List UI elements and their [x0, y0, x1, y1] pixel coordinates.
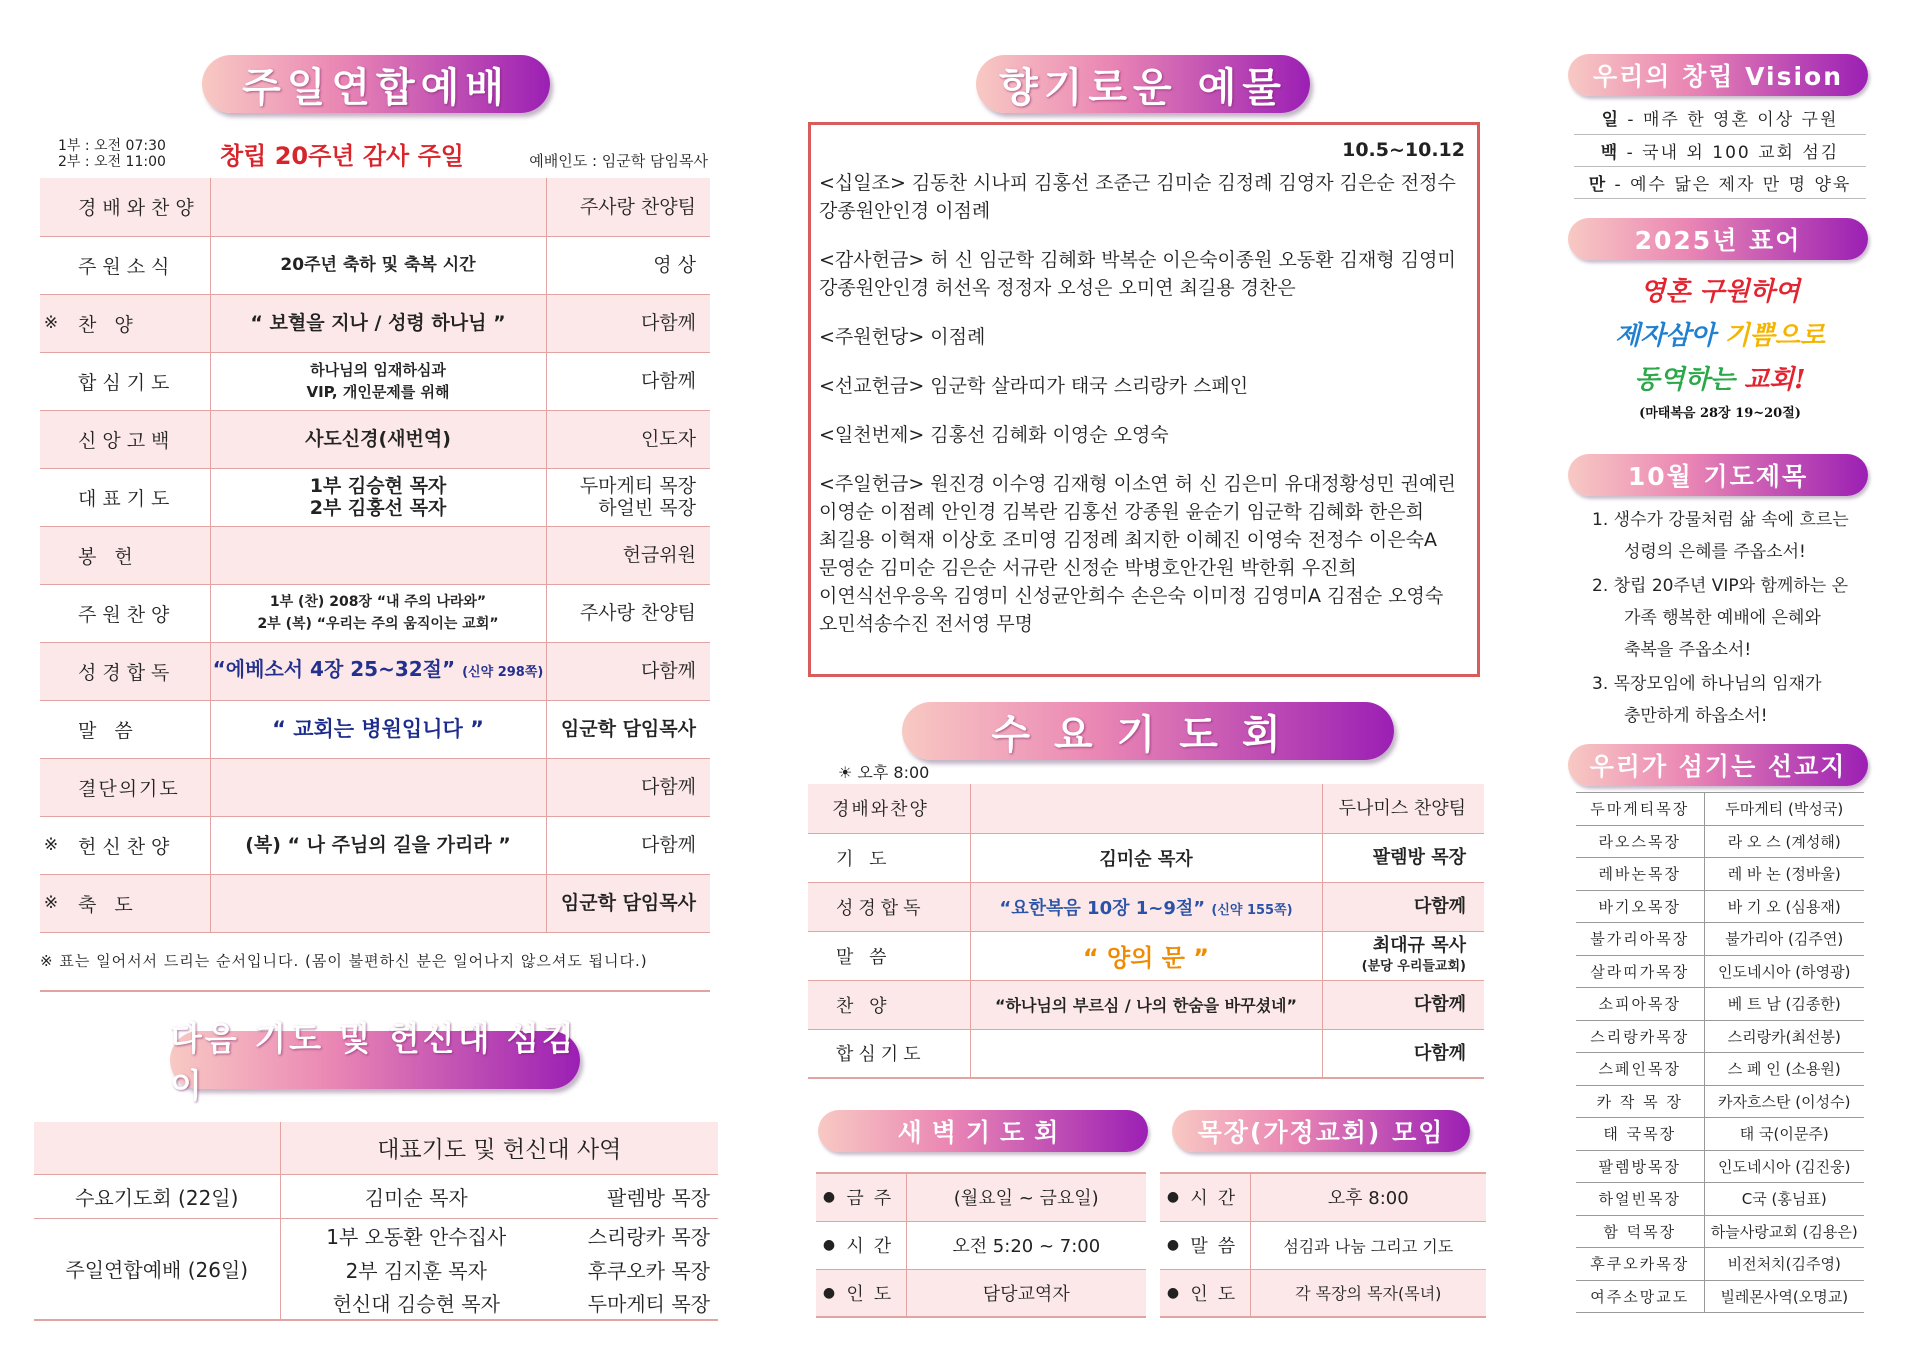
vision-key: 일	[1601, 110, 1621, 131]
mission-field: 불가리아 (김주연)	[1704, 923, 1864, 956]
wednesday-time: ☀ 오후 8:00	[838, 763, 930, 782]
order-row	[40, 468, 710, 526]
order-item-leader: 팔렘방 목장	[1322, 833, 1484, 882]
sunday-label: 주일연합예배 (26일)	[34, 1218, 280, 1320]
order-item-detail-line2: 2부 (복) “우리는 주의 움직이는 교회”	[257, 616, 499, 632]
vision-row	[1574, 166, 1866, 198]
mission-row	[1576, 1215, 1864, 1248]
mission-group: 팔렘방목장	[1576, 1150, 1704, 1183]
order-item-detail-line1: 1부 (찬) 208장 “내 주의 나라와”	[269, 594, 487, 610]
mission-field: 두마게티 (박성국)	[1704, 793, 1864, 826]
order-row	[40, 874, 710, 932]
order-item-leader: 다함께	[546, 294, 710, 352]
motto-reference: (마태복음 28장 19~20절)	[1639, 406, 1801, 421]
offering-thousand: <일천번제> 김홍선 김혜화 이영순 오영숙	[819, 424, 1169, 446]
mission-field: 하늘사랑교회 (김용은)	[1704, 1215, 1864, 1248]
mission-row	[1576, 890, 1864, 923]
sermon-title: “ 양의 문 ”	[970, 931, 1322, 980]
offering-sunday: <주일헌금> 원진경 이수영 김재형 이소연 허 신 김은미 유대정황성민 권예린 이영순 이점례 안인경 김복란 김홍선 강종원 윤순기 임군학 김혜화 한은희 최길용 이혁재 이상호 조미영 김정례 최지한 이혜진 이영숙 전정수 이은숙A 문영순 김미순 김은순 서규란 신정순 박병호안간원 박한휘 우진희 이연식선우응옥 김영미 신성균안희수 손은숙 이미정 김영미A 김점순 오영숙 오민석송수진 전서영 무명	[819, 473, 1456, 635]
mission-group: 스리랑카목장	[1576, 1020, 1704, 1053]
mission-field: 태 국(이문주)	[1704, 1118, 1864, 1151]
motto-line-3	[1572, 358, 1868, 402]
vision-key: 만	[1588, 174, 1608, 195]
mission-field: C국 (홍님표)	[1704, 1183, 1864, 1216]
order-item-leader: 두나미스 찬양팀	[1322, 784, 1484, 833]
offering-mission: <선교헌금> 임군학 살라띠가 태국 스리랑카 스페인	[819, 375, 1249, 397]
server-person: 헌신대 김승현 목자	[280, 1286, 552, 1320]
order-item-leader	[1322, 931, 1484, 980]
order-item-detail-line2: VIP, 개인문제를 위해	[306, 383, 450, 401]
order-item-detail-line2: 2부 김홍선 목자	[309, 497, 447, 519]
order-row	[40, 236, 710, 294]
bullet-icon: ●	[1160, 1221, 1186, 1269]
order-item-name: 신앙고백	[62, 410, 210, 468]
table-row	[816, 1221, 1146, 1269]
vision-text: - 매주 한 영혼 이상 구원	[1620, 110, 1839, 131]
mission-row	[1576, 1183, 1864, 1216]
order-row	[40, 178, 710, 236]
order-row	[808, 931, 1484, 980]
order-item-detail-line1: 하나님의 임재하심과	[310, 361, 446, 379]
order-row	[40, 758, 710, 816]
order-item-detail	[210, 526, 546, 584]
bullet-icon: ●	[1160, 1173, 1186, 1221]
cell-meeting-table	[1160, 1172, 1486, 1318]
vision-text: - 예수 닮은 제자 만 명 양육	[1607, 174, 1852, 195]
order-item-detail	[210, 642, 546, 700]
server-person: 1부 오동환 안수집사	[326, 1224, 507, 1249]
motto	[1572, 270, 1868, 426]
order-item-detail	[210, 352, 546, 410]
order-item-leader: 다함께	[546, 352, 710, 410]
special-service-title: 창립 20주년 감사 주일	[220, 142, 464, 170]
order-item-name: 성경합독	[808, 882, 970, 931]
server-group: 후쿠오카 목장	[587, 1258, 710, 1283]
order-item-detail	[970, 1029, 1322, 1078]
order-item-detail	[970, 784, 1322, 833]
prayer-topic: 2. 창립 20주년 VIP와 함께하는 온 가족 행복한 예배에 은혜와 축복을 주옵소서!	[1592, 576, 1848, 660]
order-item-leader	[546, 468, 710, 526]
order-item-name: 봉 헌	[62, 526, 210, 584]
mission-group: 두마게티목장	[1576, 793, 1704, 826]
wednesday-label: 수요기도회 (22일)	[34, 1174, 280, 1218]
order-row	[808, 833, 1484, 882]
mission-field: 스 페 인 (소용원)	[1704, 1053, 1864, 1086]
mission-title: 우리가 섬기는 선교지	[1568, 744, 1868, 786]
service-time-2: 2부 : 오전 11:00	[58, 154, 166, 170]
server-group: 스리랑카 목장	[587, 1224, 710, 1249]
mission-group: 레바논목장	[1576, 858, 1704, 891]
stand-mark	[40, 352, 62, 410]
stand-mark	[40, 410, 62, 468]
motto-line-1: 영혼 구원하여	[1640, 277, 1800, 307]
order-item-detail: (복) “ 나 주님의 길을 가리라 ”	[210, 816, 546, 874]
mission-row	[1576, 858, 1864, 891]
order-row	[808, 1029, 1484, 1078]
order-item-leader: 다함께	[1322, 980, 1484, 1029]
order-row	[808, 882, 1484, 931]
order-item-name: 대표기도	[62, 468, 210, 526]
row-label: 시간	[842, 1221, 906, 1269]
offering-building: <주원헌당> 이점례	[819, 326, 986, 348]
order-item-detail	[210, 468, 546, 526]
mission-group: 소피아목장	[1576, 988, 1704, 1021]
service-leader: 예배인도 : 임군학 담임목사	[529, 152, 708, 170]
mission-row	[1576, 1280, 1864, 1313]
mission-row	[1576, 1053, 1864, 1086]
vision-row	[1574, 134, 1866, 166]
order-item-detail: “하나님의 부르심 / 나의 한숨을 바꾸셨네”	[970, 980, 1322, 1029]
mission-group: 살라띠가목장	[1576, 955, 1704, 988]
mission-field: 비전처치(김주영)	[1704, 1248, 1864, 1281]
mission-group: 바기오목장	[1576, 890, 1704, 923]
mission-row	[1576, 1118, 1864, 1151]
table-row	[34, 1174, 718, 1218]
order-item-name: 말 씀	[62, 700, 210, 758]
order-item-name: 성경합독	[62, 642, 210, 700]
vision-item	[1574, 166, 1866, 198]
mission-row	[1576, 825, 1864, 858]
mission-field: 인도네시아 (김진웅)	[1704, 1150, 1864, 1183]
row-label: 금주	[842, 1173, 906, 1221]
mission-group: 후쿠오카목장	[1576, 1248, 1704, 1281]
order-item-leader-line1: 두마게티 목장	[579, 475, 696, 497]
order-row	[808, 980, 1484, 1029]
order-row	[808, 784, 1484, 833]
order-item-name: 경배와찬양	[62, 178, 210, 236]
cell-meeting-title: 목장(가정교회) 모임	[1172, 1110, 1470, 1152]
order-item-detail-line1: 1부 김승현 목자	[309, 475, 447, 497]
offering-title: 향기로운 예물	[976, 55, 1310, 113]
bullet-icon: ●	[816, 1173, 842, 1221]
preacher-church: (분당 우리들교회)	[1361, 958, 1466, 974]
motto-line-3-part-2: 교회!	[1743, 365, 1806, 395]
row-label: 인도	[842, 1269, 906, 1317]
bullet-icon: ●	[1160, 1269, 1186, 1317]
row-label: 시간	[1186, 1173, 1250, 1221]
order-item-detail	[210, 178, 546, 236]
order-item-name: 주원찬양	[62, 584, 210, 642]
order-row	[40, 642, 710, 700]
table-row	[1160, 1173, 1486, 1221]
row-label: 인도	[1186, 1269, 1250, 1317]
row-value: 오후 8:00	[1250, 1173, 1486, 1221]
stand-mark	[40, 236, 62, 294]
wednesday-order-table	[808, 784, 1484, 1079]
vision-item	[1574, 134, 1866, 166]
order-item-leader: 다함께	[1322, 882, 1484, 931]
order-of-service-table	[40, 178, 710, 933]
table-row	[1160, 1221, 1486, 1269]
order-row	[40, 816, 710, 874]
order-item-leader: 인도자	[546, 410, 710, 468]
motto-title: 2025년 표어	[1568, 218, 1868, 260]
stand-mark	[40, 758, 62, 816]
prayer-topics-title: 10월 기도제목	[1568, 454, 1868, 496]
mission-field: 바 기 오 (심용재)	[1704, 890, 1864, 923]
mission-field: 레 바 논 (정바울)	[1704, 858, 1864, 891]
row-value: (월요일 ~ 금요일)	[906, 1173, 1146, 1221]
scripture-page: (신약 155쪽)	[1211, 902, 1293, 918]
stand-mark	[40, 178, 62, 236]
mission-row	[1576, 1085, 1864, 1118]
order-item-detail	[210, 584, 546, 642]
order-item-leader-line2: 하얼빈 목장	[598, 497, 696, 519]
offering-thanks: <감사헌금> 허 신 임군학 김혜화 박복순 이은숙이종원 오동환 김재형 김영미 강종원안인경 허선옥 정정자 오성은 오미연 최길용 경찬은	[819, 249, 1456, 299]
order-item-name: 축 도	[62, 874, 210, 932]
mission-row	[1576, 988, 1864, 1021]
bullet-icon: ●	[816, 1221, 842, 1269]
order-item-detail: 김미순 목자	[970, 833, 1322, 882]
vision-key: 백	[1600, 142, 1620, 163]
stand-mark	[40, 584, 62, 642]
prayer-topic: 1. 생수가 강물처럼 삶 속에 흐르는 성령의 은혜를 주옵소서!	[1592, 510, 1849, 562]
server-group: 팔렘방 목장	[552, 1174, 718, 1218]
order-item-name: 결단의기도	[62, 758, 210, 816]
order-row	[40, 700, 710, 758]
mission-row	[1576, 1150, 1864, 1183]
mission-field: 라 오 스 (계성해)	[1704, 825, 1864, 858]
divider	[40, 990, 710, 992]
order-item-leader: 헌금위원	[546, 526, 710, 584]
order-item-name: 경배와찬양	[808, 784, 970, 833]
mission-row	[1576, 1020, 1864, 1053]
order-item-detail	[210, 874, 546, 932]
mission-group: 여주소망교도	[1576, 1280, 1704, 1313]
offering-box	[808, 122, 1480, 677]
mission-field: 베 트 남 (김종한)	[1704, 988, 1864, 1021]
next-servers-header-row	[34, 1122, 718, 1174]
mission-group: 라오스목장	[1576, 825, 1704, 858]
mission-field: 스리랑카(최선봉)	[1704, 1020, 1864, 1053]
stand-mark	[40, 700, 62, 758]
order-item-leader: 주사랑 찬양팀	[546, 178, 710, 236]
mission-table	[1576, 792, 1864, 1313]
order-item-name: 합심기도	[62, 352, 210, 410]
order-item-detail	[210, 758, 546, 816]
mission-group: 태 국목장	[1576, 1118, 1704, 1151]
next-servers-title: 다음 기도 및 헌신대 섬김이	[170, 1031, 580, 1089]
mission-row	[1576, 955, 1864, 988]
order-row	[40, 294, 710, 352]
row-value: 각 목장의 목자(목녀)	[1250, 1269, 1486, 1317]
order-item-name: 합심기도	[808, 1029, 970, 1078]
stand-mark: ※	[40, 294, 62, 352]
service-times	[58, 138, 166, 170]
sunday-service-title: 주일연합예배	[202, 55, 550, 113]
server-person: 2부 김지훈 목자	[345, 1258, 487, 1283]
order-item-name: 기 도	[808, 833, 970, 882]
order-item-leader: 다함께	[546, 816, 710, 874]
sermon-title: “ 교회는 병원입니다 ”	[210, 700, 546, 758]
order-item-name: 헌신찬양	[62, 816, 210, 874]
vision-text: - 국내 외 100 교회 섬김	[1619, 142, 1840, 163]
next-servers-table	[34, 1122, 718, 1321]
mission-row	[1576, 1248, 1864, 1281]
row-value: 오전 5:20 ~ 7:00	[906, 1221, 1146, 1269]
order-item-name: 찬 양	[62, 294, 210, 352]
server-person: 김미순 목자	[280, 1174, 552, 1218]
order-item-name: 주원소식	[62, 236, 210, 294]
order-item-leader: 다함께	[546, 642, 710, 700]
mission-group: 함 덕목장	[1576, 1215, 1704, 1248]
mission-field: 인도네시아 (하영광)	[1704, 955, 1864, 988]
table-row	[34, 1218, 718, 1252]
order-item-detail	[970, 882, 1322, 931]
standing-note: ※ 표는 일어서서 드리는 순서입니다. (몸이 불편하신 분은 일어나지 않으셔도 됩니다.)	[40, 952, 648, 970]
motto-line-2	[1572, 314, 1868, 358]
order-item-detail: “ 보혈을 지나 / 성령 하나님 ”	[210, 294, 546, 352]
scripture-page: (신약 298쪽)	[462, 665, 544, 680]
stand-mark: ※	[40, 816, 62, 874]
order-item-name: 찬 양	[808, 980, 970, 1029]
mission-row	[1576, 923, 1864, 956]
wednesday-prayer-title: 수요기도회	[902, 702, 1394, 760]
order-item-leader: 주사랑 찬양팀	[546, 584, 710, 642]
mission-group: 불가리아목장	[1576, 923, 1704, 956]
vision-row	[1574, 102, 1866, 134]
service-header	[58, 134, 708, 178]
motto-line-2-part-1: 제자삼아	[1615, 321, 1725, 351]
offering-tithe: <십일조> 김동찬 시나피 김홍선 조준근 김미순 김정례 김영자 김은순 전정수 강종원안인경 이점례	[819, 172, 1456, 222]
row-label: 말씀	[1186, 1221, 1250, 1269]
vision-item	[1574, 102, 1866, 134]
offering-date-range: 10.5~10.12	[1342, 139, 1465, 161]
mission-field: 빌레몬사역(오명교)	[1704, 1280, 1864, 1313]
vision-title: 우리의 창립 Vision	[1568, 54, 1868, 96]
prayer-topic: 3. 목장모임에 하나님의 임재가 충만하게 하옵소서!	[1592, 674, 1822, 726]
row-value: 섬김과 나눔 그리고 기도	[1250, 1221, 1486, 1269]
bullet-icon: ●	[816, 1269, 842, 1317]
order-item-leader: 다함께	[1322, 1029, 1484, 1078]
order-item-leader: 임군학 담임목사	[546, 874, 710, 932]
order-row	[40, 352, 710, 410]
mission-group: 하얼빈목장	[1576, 1183, 1704, 1216]
order-item-detail: 사도신경(새번역)	[210, 410, 546, 468]
order-item-name: 말 씀	[808, 931, 970, 980]
order-item-leader: 임군학 담임목사	[546, 700, 710, 758]
prayer-topics-list	[1592, 504, 1860, 734]
preacher-name: 최대규 목사	[1372, 934, 1466, 956]
motto-line-2-part-2: 기쁨으로	[1724, 321, 1825, 351]
mission-group: 카 작 목 장	[1576, 1085, 1704, 1118]
motto-line-3-part-1: 동역하는	[1634, 365, 1744, 395]
order-item-detail: 20주년 축하 및 축복 시간	[210, 236, 546, 294]
server-group: 두마게티 목장	[552, 1286, 718, 1320]
order-row	[40, 526, 710, 584]
order-item-leader: 다함께	[546, 758, 710, 816]
stand-mark: ※	[40, 874, 62, 932]
table-row	[816, 1173, 1146, 1221]
table-row	[1160, 1269, 1486, 1317]
table-row	[816, 1269, 1146, 1317]
order-row	[40, 410, 710, 468]
order-item-leader: 영 상	[546, 236, 710, 294]
mission-group: 스페인목장	[1576, 1053, 1704, 1086]
next-servers-header: 대표기도 및 헌신대 사역	[280, 1122, 718, 1174]
header-blank	[34, 1122, 280, 1174]
row-value: 담당교역자	[906, 1269, 1146, 1317]
mission-row	[1576, 793, 1864, 826]
mission-field: 카자흐스탄 (이성수)	[1704, 1085, 1864, 1118]
scripture-reference: “에베소서 4장 25~32절”	[212, 657, 456, 681]
vision-table	[1574, 102, 1866, 199]
stand-mark	[40, 642, 62, 700]
dawn-prayer-table	[816, 1172, 1146, 1318]
stand-mark	[40, 526, 62, 584]
service-time-1: 1부 : 오전 07:30	[58, 138, 166, 154]
order-row	[40, 584, 710, 642]
dawn-prayer-title: 새벽기도회	[818, 1110, 1148, 1152]
stand-mark	[40, 468, 62, 526]
scripture-reference: “요한복음 10장 1~9절”	[999, 897, 1206, 919]
